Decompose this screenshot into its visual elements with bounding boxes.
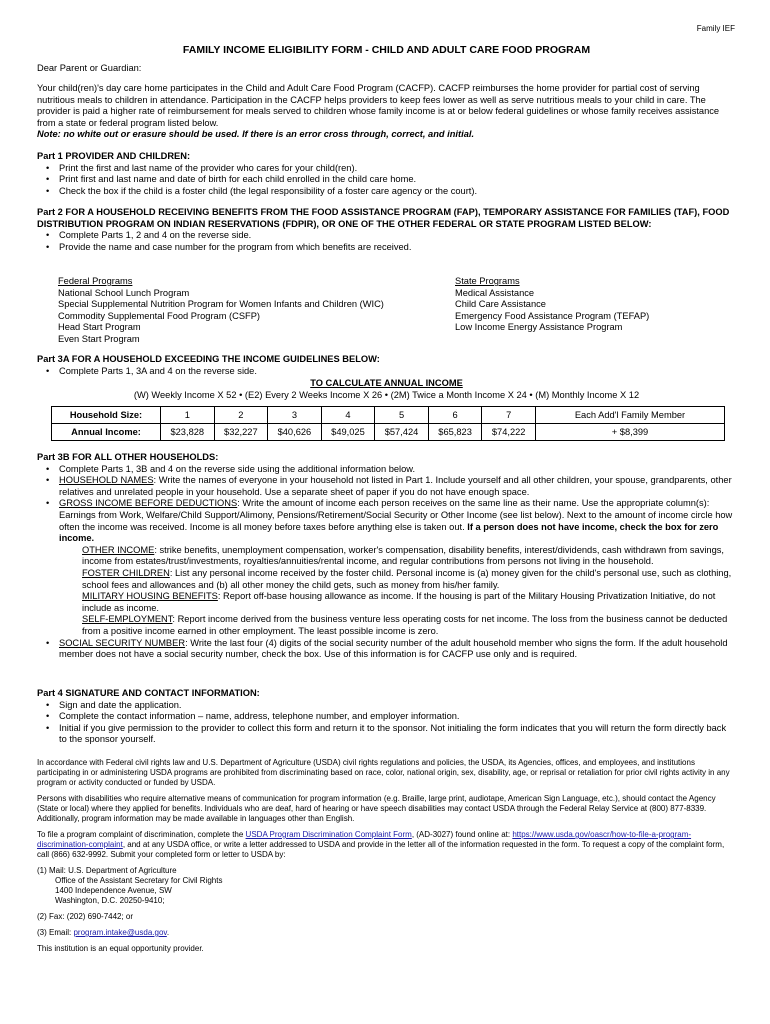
part3b-section bbox=[37, 452, 736, 661]
complaint-form-link[interactable]: USDA Program Discrimination Complaint Form bbox=[245, 830, 412, 839]
form-code: Family IEF bbox=[696, 24, 735, 33]
table-cell: 6 bbox=[428, 407, 482, 424]
income-definitions bbox=[37, 545, 736, 638]
list-item: Even Start Program bbox=[58, 333, 140, 344]
list-item: Special Supplemental Nutrition Program for Women Infants and Children (WIC) bbox=[58, 299, 384, 310]
table-cell: 7 bbox=[482, 407, 536, 424]
table-cell: 2 bbox=[214, 407, 268, 424]
fax-line: (2) Fax: (202) 690-7442; or bbox=[37, 912, 134, 921]
part1-heading: Part 1 PROVIDER AND CHILDREN: bbox=[37, 151, 191, 161]
self-employment-def: SELF-EMPLOYMENT: Report income derived from the business venture less operating costs for net income. The loss from the business cannot be deducted from a positive income earned in other employment. The least possible income is zero. bbox=[82, 614, 728, 636]
list-item: Medical Assistance bbox=[455, 287, 535, 298]
list-item: • Complete the contact information – name, address, telephone number, and employer information. bbox=[59, 711, 736, 723]
part3a-section bbox=[37, 354, 736, 401]
part1-section bbox=[37, 151, 736, 197]
part2-section bbox=[37, 207, 736, 253]
foster-children-def: FOSTER CHILDREN: List any personal income received by the foster child. Personal income is (a) money given for the child's personal use, such as clothing, school fees and allowances and (b) all other money the child gets, such as money from his/her family. bbox=[82, 567, 732, 590]
calc-formula: (W) Weekly Income X 52 • (E2) Every 2 Weeks Income X 26 • (2M) Twice a Month Income X 24 • (M) Monthly Income X 12 bbox=[133, 389, 640, 400]
table-cell: Annual Income: bbox=[52, 424, 161, 441]
ssn-label: SOCIAL SECURITY NUMBER bbox=[59, 637, 186, 648]
gross-income-label: GROSS INCOME BEFORE DEDUCTIONS bbox=[59, 498, 238, 509]
intro-note: Note: no white out or erasure should be used. If there is an error cross through, correct, and initial. bbox=[37, 129, 475, 140]
list-item: • Complete Parts 1, 3B and 4 on the reverse side using the additional information below. bbox=[59, 464, 736, 476]
civil-rights-statement: In accordance with Federal civil rights law and U.S. Department of Agriculture (USDA) civil rights regulations and policies, the USDA, its Agencies, offices, and employees, and institutions participating in or administering USDA programs are prohibited from discriminating based on race, color, national origin, sex, disability, age, or reprisal or retaliation for prior civil rights activity in any program or activity conducted or funded by USDA. bbox=[37, 758, 730, 787]
table-cell: $49,025 bbox=[321, 424, 375, 441]
table-cell: $74,222 bbox=[482, 424, 536, 441]
state-programs bbox=[455, 276, 649, 334]
part3a-heading: Part 3A FOR A HOUSEHOLD EXCEEDING THE INCOME GUIDELINES BELOW: bbox=[37, 354, 380, 364]
list-item: Commodity Supplemental Food Program (CSFP) bbox=[58, 310, 261, 321]
list-item: Child Care Assistance bbox=[455, 299, 546, 310]
table-row bbox=[52, 424, 725, 441]
part3b-heading: Part 3B FOR ALL OTHER HOUSEHOLDS: bbox=[37, 452, 219, 462]
nondiscrimination-footer bbox=[37, 758, 736, 954]
list-item: Emergency Food Assistance Program (TEFAP) bbox=[455, 310, 650, 321]
disability-statement: Persons with disabilities who require alternative means of communication for program information (e.g. Braille, large print, audiotape, American Sign Language, etc.), should contact the Agency (State or local) where they applied for benefits. Individuals who are deaf, hard of hearing or have speech disabilities may contact USDA through the Federal Relay Service at (800) 877-8339. Additionally, program information may be made available in languages other than English. bbox=[37, 794, 716, 823]
table-cell: Household Size: bbox=[52, 407, 161, 424]
part4-section bbox=[37, 688, 736, 746]
email-link[interactable]: program.intake@usda.gov bbox=[73, 928, 167, 937]
list-item: • Complete Parts 1, 3A and 4 on the reverse side. bbox=[59, 366, 736, 378]
table-cell: + $8,399 bbox=[536, 424, 725, 441]
list-item: • Print the first and last name of the provider who cares for your child(ren). bbox=[59, 163, 736, 175]
military-housing-def: MILITARY HOUSING BENEFITS: Report off-base housing allowance as income. If the housing is part of the Military Housing Privatization Initiative, do not include as income. bbox=[82, 591, 716, 613]
list-item: • Print first and last name and date of birth for each child enrolled in the child care home. bbox=[59, 174, 736, 186]
table-cell: 4 bbox=[321, 407, 375, 424]
list-item: • Check the box if the child is a foster child (the legal responsibility of a foster care agency or the court). bbox=[59, 186, 736, 198]
part4-heading: Part 4 SIGNATURE AND CONTACT INFORMATION: bbox=[37, 688, 260, 698]
list-item: • Initial if you give permission to the provider to collect this form and return it to the sponsor. Not initialing the form indicates that you will return the form directly back to the sponsor yourself. bbox=[59, 723, 736, 746]
page-title: FAMILY INCOME ELIGIBILITY FORM - CHILD AND ADULT CARE FOOD PROGRAM bbox=[182, 44, 591, 56]
table-cell: $65,823 bbox=[428, 424, 482, 441]
list-item: • Complete Parts 1, 2 and 4 on the reverse side. bbox=[59, 230, 736, 242]
state-heading: State Programs bbox=[455, 276, 520, 286]
household-names-label: HOUSEHOLD NAMES bbox=[59, 475, 154, 486]
intro-paragraph: Your child(ren)'s day care home participates in the Child and Adult Care Food Program (CACFP). CACFP reimburses the home provider for partial cost of serving nutritious meals to children in attendance. Participation in the CACFP helps providers to keep fees lower as well as serve nutritious meals to your child in care. The provider is paid a higher rate of reimbursement for meals served to children whose family income is at or below federal guidelines or whose family receives assistance from a state or federal program listed below. bbox=[37, 83, 720, 128]
part2-heading: Part 2 FOR A HOUSEHOLD RECEIVING BENEFITS FROM THE FOOD ASSISTANCE PROGRAM (FAP), TEMPORARY ASSISTANCE FOR FAMILIES (TAF), FOOD DISTRIBUTION PROGRAM ON INDIAN RESERVATIONS (FDPIR), OR ONE OF THE OTHER FEDERAL OR STATE PROGRAM LISTED BELOW: bbox=[37, 207, 730, 229]
program-lists bbox=[58, 276, 728, 346]
income-table bbox=[51, 406, 725, 441]
list-item: • Sign and date the application. bbox=[59, 700, 736, 712]
list-item: • Provide the name and case number for the program from which benefits are received. bbox=[59, 242, 736, 254]
greeting: Dear Parent or Guardian: bbox=[37, 63, 142, 73]
list-item: National School Lunch Program bbox=[58, 287, 190, 298]
table-cell: Each Add'l Family Member bbox=[536, 407, 725, 424]
table-cell: $57,424 bbox=[375, 424, 429, 441]
mail-address: (1) Mail: U.S. Department of Agriculture Office of the Assistant Secretary for Civil Rights 1400 Independence Avenue, SW Washington, D.C. 20250-9410; bbox=[37, 866, 223, 905]
table-row bbox=[52, 407, 725, 424]
table-cell: $40,626 bbox=[268, 424, 322, 441]
list-item: • HOUSEHOLD NAMES: Write the names of everyone in your household not listed in Part 1. Include yourself and all other children, your spouse, grandparents, other relatives and unrelated people in your household. Use a separate sheet of paper if you do not have enough space. bbox=[59, 475, 736, 498]
table-cell: $32,227 bbox=[214, 424, 268, 441]
email-line: (3) Email: program.intake@usda.gov. bbox=[37, 928, 170, 937]
complaint-url-link[interactable]: https://www.usda.gov/oascr/how-to-file-a-program-discrimination-complaint bbox=[37, 830, 692, 849]
list-item: Head Start Program bbox=[58, 322, 141, 333]
list-item: • GROSS INCOME BEFORE DEDUCTIONS: Write the amount of income each person receives on the same line as their name. Use the appropriate column(s): Earnings from Work, Welfare/Child Support/Alimony, Pensions/Retirement/Social Security or Other Income (see list below). Next to the amount of income circle how often the income was received. Income is all money before taxes before anything else is taken out. If a person does not have income, check the box for zero income. bbox=[59, 498, 736, 544]
table-cell: $23,828 bbox=[161, 424, 215, 441]
table-cell: 3 bbox=[268, 407, 322, 424]
table-cell: 5 bbox=[375, 407, 429, 424]
calc-heading: TO CALCULATE ANNUAL INCOME bbox=[310, 378, 463, 389]
list-item: Low Income Energy Assistance Program bbox=[455, 322, 623, 333]
complaint-statement: To file a program complaint of discrimination, complete the USDA Program Discrimination Complaint Form, (AD-3027) found online at: https://www.usda.gov/oascr/how-to-file-a-program-discrimination-complaint, and at any USDA office, or write a letter addressed to USDA and provide in the letter all of the information requested in the form. To request a copy of the complaint form, call (866) 632-9992. Submit your completed form or letter to USDA by: bbox=[37, 830, 725, 859]
list-item: • SOCIAL SECURITY NUMBER: Write the last four (4) digits of the social security number of the adult household member who signs the form. If the adult household member does not have a social security number, check the box. Use of this information is for CACFP use only and is required. bbox=[59, 638, 736, 661]
table-cell: 1 bbox=[161, 407, 215, 424]
federal-heading: Federal Programs bbox=[58, 276, 133, 286]
closing-line: This institution is an equal opportunity provider. bbox=[37, 944, 204, 953]
other-income-def: OTHER INCOME: strike benefits, unemployment compensation, worker's compensation, disability benefits, interest/dividends, cash withdrawn from savings, income from estates/trust/investments, royalties/annuities/rental income, and regular contributions from persons not living in the household. bbox=[82, 544, 724, 567]
